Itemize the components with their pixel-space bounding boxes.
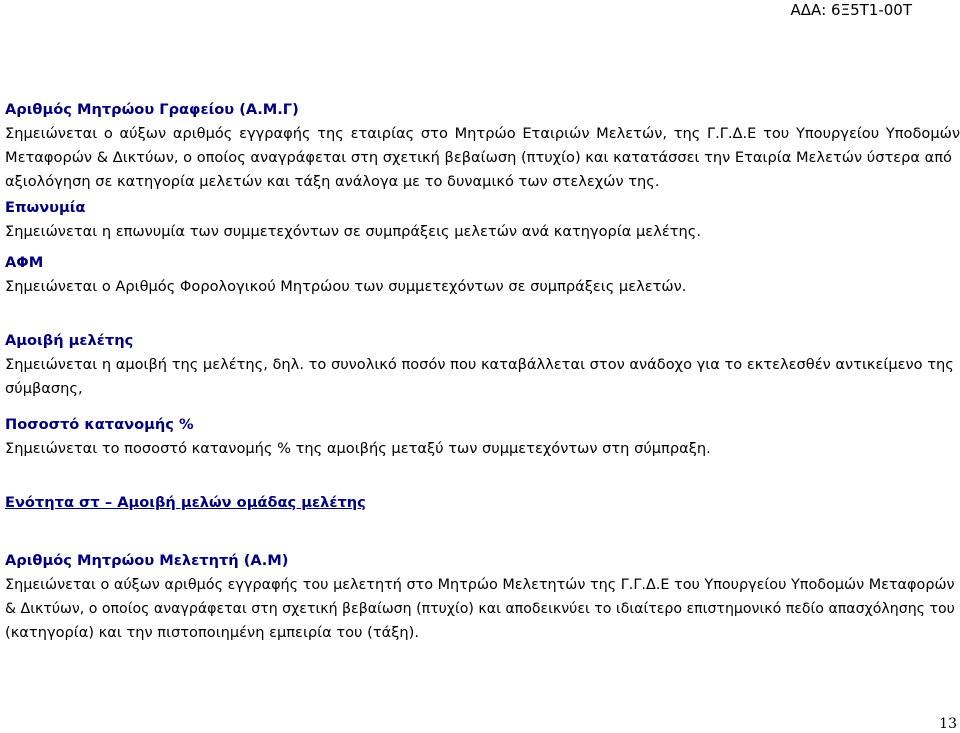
am-line-1: Σημειώνεται ο αύξων αριθμός εγγραφής του μελετητή στο Μητρώο Μελετητών της Γ.Γ.Δ.Ε του Υπουργείου Υποδομών Μεταφορών [5,577,955,593]
pososto-text: Σημειώνεται το ποσοστό κατανομής % της αμοιβής μεταξύ των συμμετεχόντων στη σύμπραξη. [5,440,711,457]
afm-text: Σημειώνεται ο Αριθμός Φορολογικού Μητρώου των συμμετεχόντων σε συμπράξεις μελετών. [5,278,687,295]
page-number: 13 [939,716,957,732]
am-heading: Αριθμός Μητρώου Μελετητή (Α.Μ) [5,552,289,569]
eponymia-heading: Επωνυμία [5,199,86,216]
am-line-3: (κατηγορία) και την πιστοποιημένη εμπειρία του (τάξη). [5,624,419,641]
am-line-2: & Δικτύων, ο οποίος αναγράφεται στη σχετική βεβαίωση (πτυχίο) και αποδεικνύει το ιδιαίτερο επιστημονικό πεδίο απασχόλησης του [5,601,955,617]
amg-line-3: αξιολόγηση σε κατηγορία μελετών και τάξη ανάλογα με το δυναμικό των στελεχών της. [5,173,660,190]
document-body [5,98,960,645]
amoivi-line-1: Σημειώνεται η αμοιβή της μελέτης, δηλ. το συνολικό ποσόν που καταβάλλεται στον ανάδοχο για το εκτελεσθέν αντικείμενο της [5,356,954,373]
afm-heading: ΑΦΜ [5,254,44,271]
amg-line-2: Μεταφορών & Δικτύων, ο οποίος αναγράφεται στη σχετική βεβαίωση (πτυχίο) και κατατάσσει την Εταιρία Μελετών ύστερα από [5,149,952,166]
enotita-heading: Ενότητα στ – Αμοιβή μελών ομάδας μελέτης [5,494,366,511]
eponymia-text: Σημειώνεται η επωνυμία των συμμετεχόντων σε συμπράξεις μελετών ανά κατηγορία μελέτης. [5,223,701,240]
amg-line-1: Σημειώνεται ο αύξων αριθμός εγγραφής της εταιρίας στο Μητρώο Εταιριών Μελετών, της Γ.Γ.Δ.Ε του Υπουργείου Υποδομών [5,125,960,142]
ada-code: ΑΔΑ: 6Ξ5Τ1-00Τ [790,1,912,19]
amoivi-heading: Αμοιβή μελέτης [5,332,134,349]
amg-heading: Αριθμός Μητρώου Γραφείου (Α.Μ.Γ) [5,101,299,118]
pososto-heading: Ποσοστό κατανομής % [5,416,194,433]
amoivi-line-2: σύμβασης, [5,380,83,397]
